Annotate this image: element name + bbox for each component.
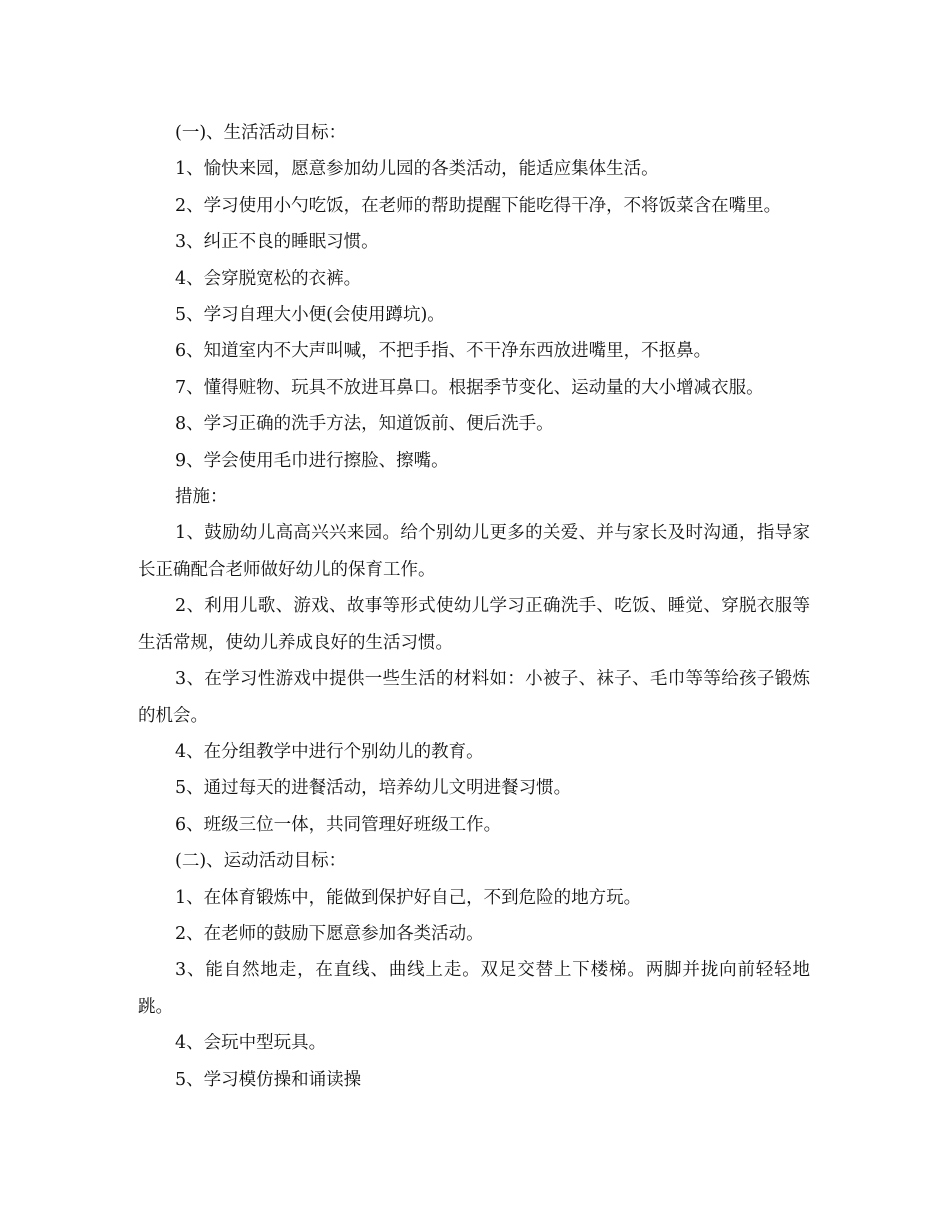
measures-heading: 措施： (175, 487, 228, 508)
goal-item: 5、学习模仿操和诵读操 (175, 1069, 362, 1090)
goal-item: 7、懂得赃物、玩具不放进耳鼻口。根据季节变化、运动量的大小增减衣服。 (175, 377, 764, 398)
goal-item: 1、在体育锻炼中，能做到保护好自己，不到危险的地方玩。 (175, 887, 642, 908)
measure-item: 2、利用儿歌、游戏、故事等形式使幼儿学习正确洗手、吃饭、睡觉、穿脱衣服等生活常规，使幼儿养成良好的生活习惯。 (138, 596, 810, 653)
section-heading-life: (一)、生活活动目标： (175, 123, 347, 143)
goal-item: 3、纠正不良的睡眠习惯。 (175, 232, 379, 253)
goal-item: 4、会穿脱宽松的衣裤。 (175, 268, 362, 289)
goal-item: 2、学习使用小勺吃饭，在老师的帮助提醒下能吃得干净，不将饭菜含在嘴里。 (175, 195, 782, 216)
goal-item: 5、学习自理大小便(会使用蹲坑)。 (175, 305, 445, 326)
measure-item: 4、在分组教学中进行个别幼儿的教育。 (175, 741, 484, 762)
goal-item: 8、学习正确的洗手方法，知道饭前、便后洗手。 (175, 414, 554, 435)
goal-item: 6、知道室内不大声叫喊，不把手指、不干净东西放进嘴里，不抠鼻。 (175, 341, 712, 362)
goal-item: 2、在老师的鼓励下愿意参加各类活动。 (175, 923, 484, 944)
measure-item: 3、在学习性游戏中提供一些生活的材料如：小被子、袜子、毛巾等等给孩子锻炼的机会。 (138, 669, 810, 726)
goal-item: 3、能自然地走，在直线、曲线上走。双足交替上下楼梯。两脚并拢向前轻轻地跳。 (138, 960, 810, 1017)
document-body (138, 115, 810, 1098)
goal-item: 1、愉快来园，愿意参加幼儿园的各类活动，能适应集体生活。 (175, 159, 659, 180)
goal-item: 9、学会使用毛巾进行擦脸、擦嘴。 (175, 450, 449, 471)
goal-item: 4、会玩中型玩具。 (175, 1033, 327, 1054)
measure-item: 5、通过每天的进餐活动，培养幼儿文明进餐习惯。 (175, 778, 572, 799)
section-heading-sports: (二)、运动活动目标： (175, 851, 347, 872)
measure-item: 1、鼓励幼儿高高兴兴来园。给个别幼儿更多的关爱、并与家长及时沟通，指导家长正确配合老师做好幼儿的保育工作。 (138, 523, 810, 580)
measure-item: 6、班级三位一体，共同管理好班级工作。 (175, 814, 502, 835)
